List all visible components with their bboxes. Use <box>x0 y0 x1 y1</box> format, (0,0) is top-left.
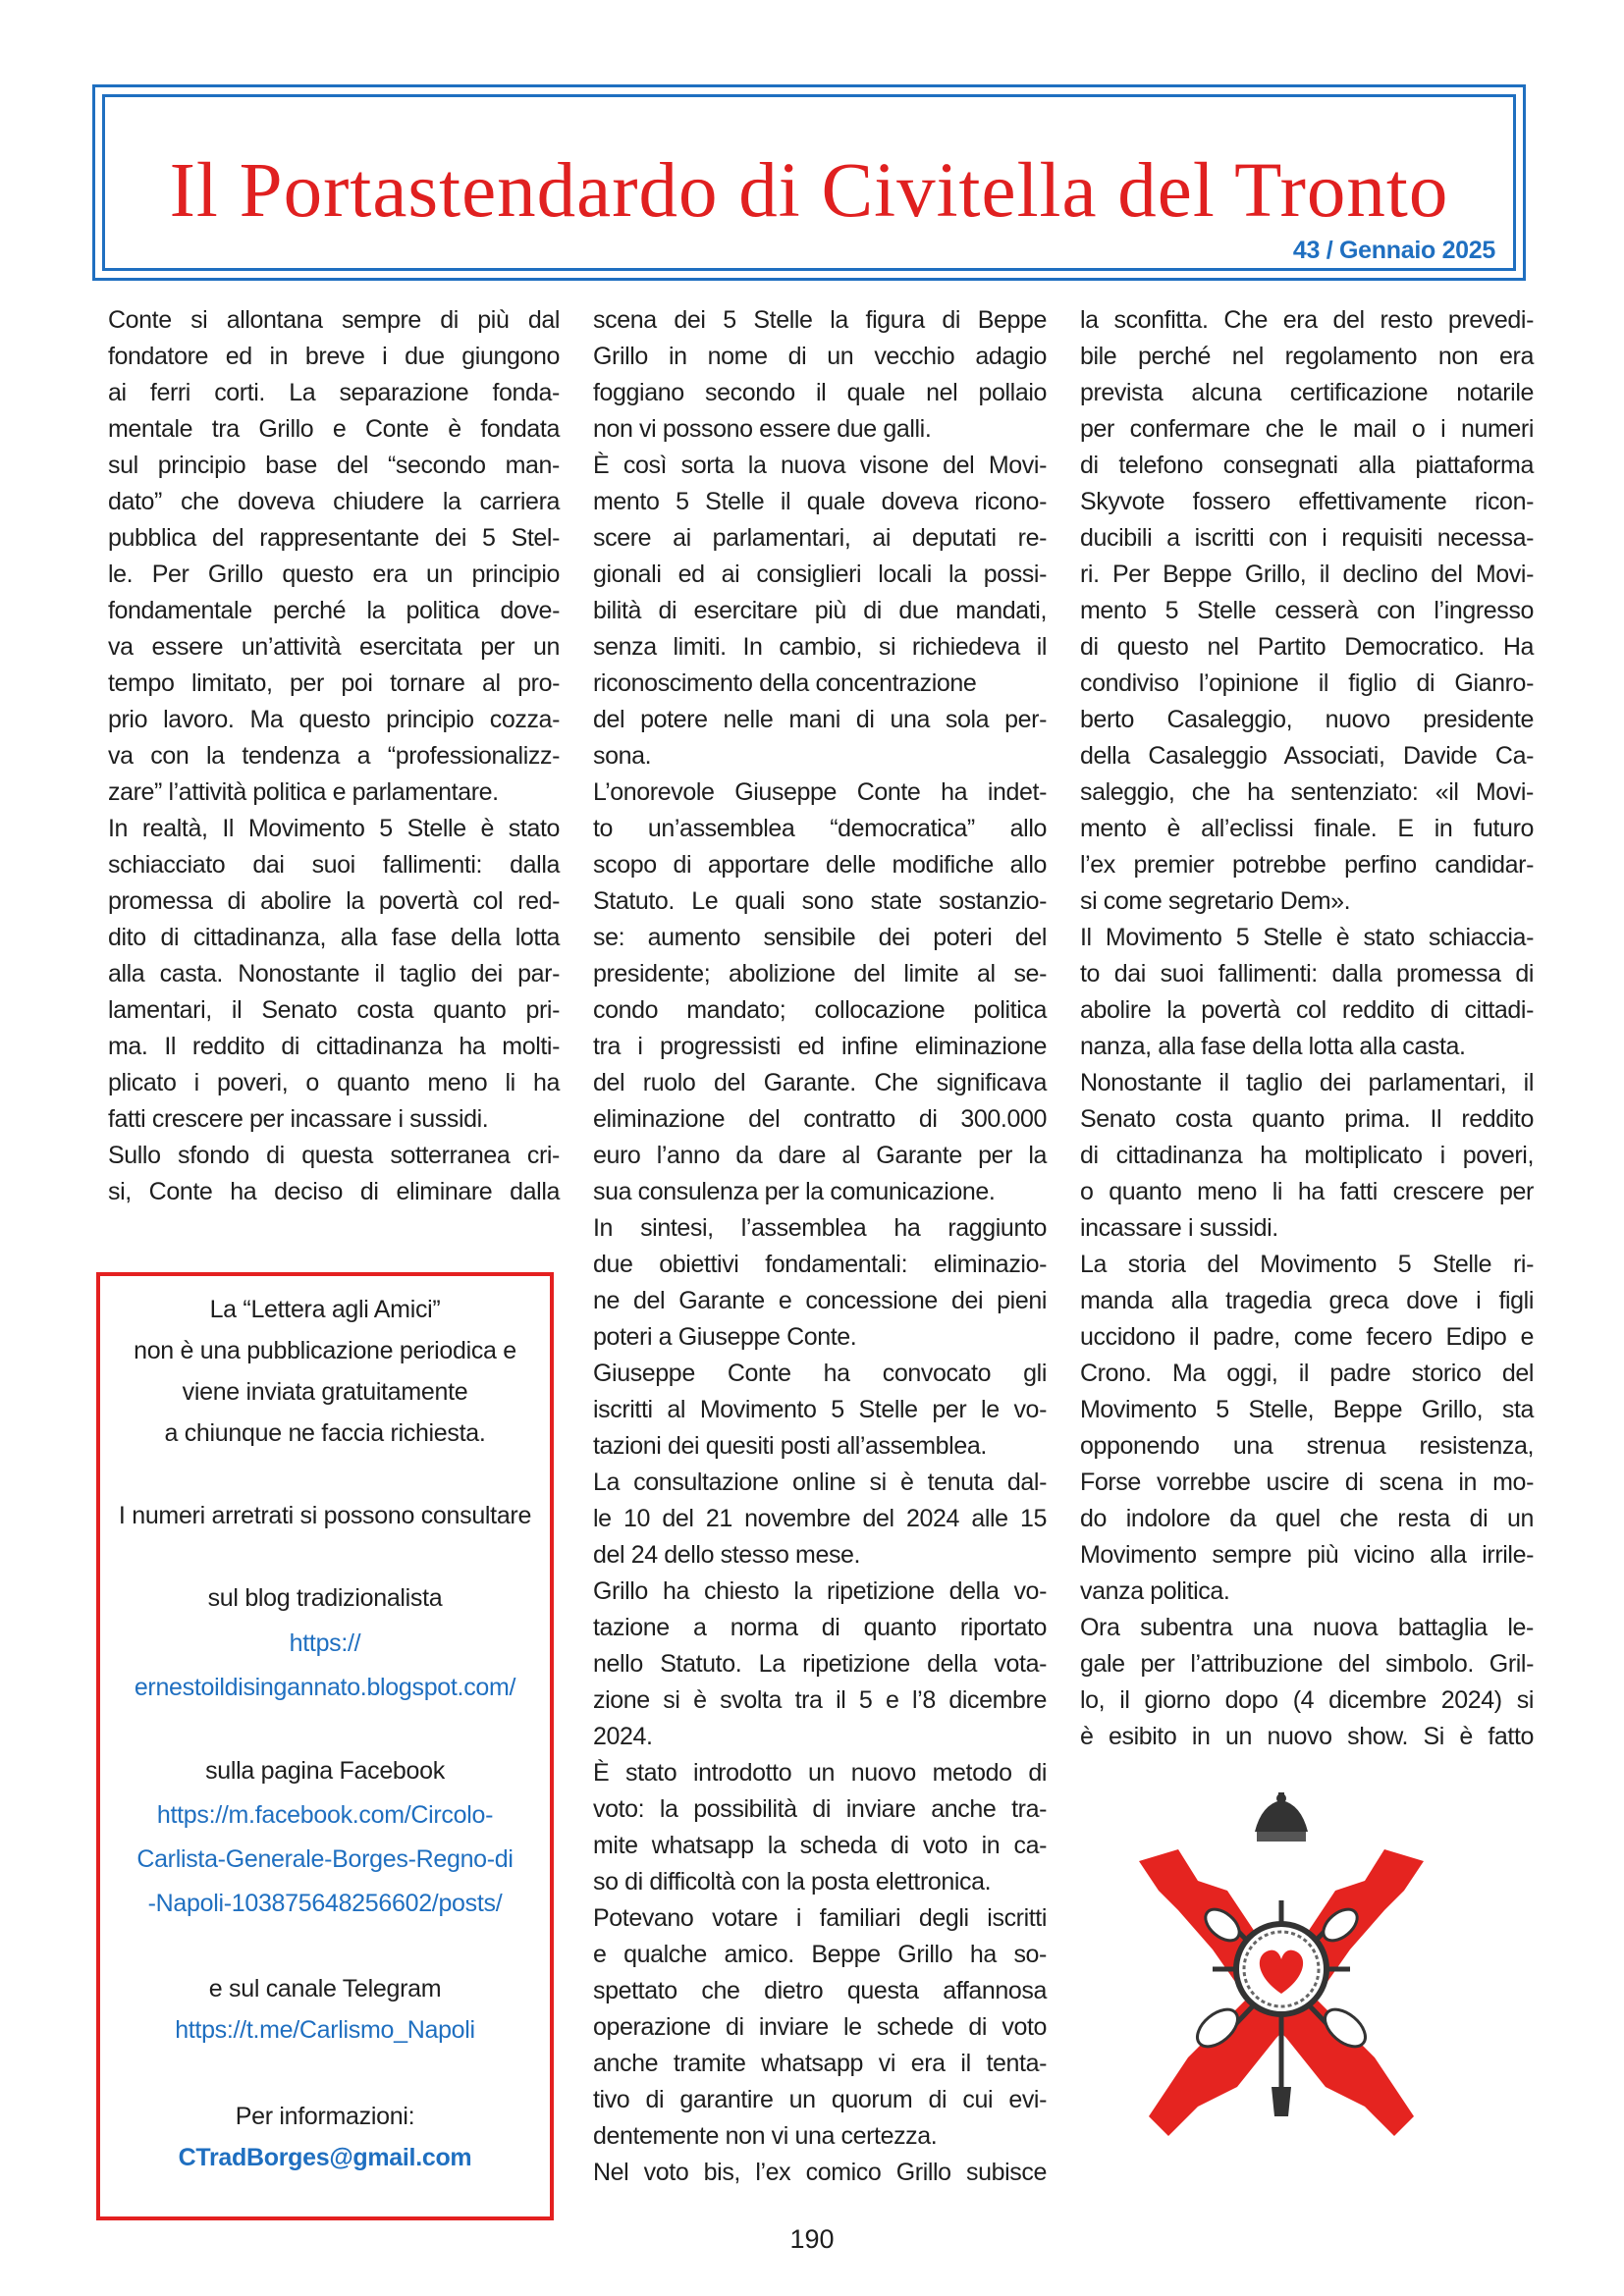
info-line: sul blog tradizionalista <box>207 1584 443 1612</box>
article-line: bile perché nel regolamento non era <box>1080 343 1534 370</box>
issue-number: 43 / Gennaio 2025 <box>1292 237 1495 264</box>
article-line: sua consulenza per la comunicazione. <box>593 1178 996 1205</box>
article-line: e qualche amico. Beppe Grillo ha so- <box>593 1941 1047 1968</box>
article-line: fondatore ed in breve i due giungono <box>108 343 560 370</box>
article-line: due obiettivi fondamentali: eliminazio- <box>593 1251 1047 1278</box>
article-line: riconoscimento della concentrazione <box>593 669 977 697</box>
article-column-1 <box>108 302 560 1210</box>
article-line: La consultazione online si è tenuta dal- <box>593 1468 1047 1496</box>
masthead-title: Il Portastendardo di Civitella del Tronto <box>169 148 1449 234</box>
article-line: dato” che doveva chiudere la carriera <box>108 488 560 515</box>
article-line: Movimento 5 Stelle, Beppe Grillo, sta <box>1080 1396 1534 1423</box>
article-line: plicato i poveri, o quanto meno li ha <box>108 1069 560 1096</box>
article-line: tazione a norma di quanto riportato <box>593 1614 1047 1641</box>
masthead-inner-frame <box>102 94 1516 271</box>
article-line: voto: la possibilità di inviare anche tra- <box>593 1795 1047 1823</box>
article-line: Crono. Ma oggi, il padre storico del <box>1080 1360 1534 1387</box>
article-line: nello Statuto. La ripetizione della vota- <box>593 1650 1047 1678</box>
article-line: so di difficoltà con la posta elettronica. <box>593 1868 992 1896</box>
article-line: to un’assemblea “democratica” allo <box>593 815 1047 842</box>
article-line: È così sorta la nuova visone del Movi- <box>593 452 1047 479</box>
article-line: prio lavoro. Ma questo principio cozza- <box>108 706 560 733</box>
article-line: L’onorevole Giuseppe Conte ha indet- <box>593 778 1047 806</box>
article-line: Nel voto bis, l’ex comico Grillo subisce <box>593 2159 1047 2186</box>
article-line: spettato che dietro questa affannosa <box>593 1977 1047 2004</box>
facebook-link[interactable]: Carlista-Generale-Borges-Regno-di <box>136 1845 514 1873</box>
article-line: la sconfitta. Che era del resto prevedi- <box>1080 306 1534 334</box>
article-line: anche tramite whatsapp vi era il tenta- <box>593 2050 1047 2077</box>
article-line: sul principio base del “secondo man- <box>108 452 560 479</box>
article-line: Skyvote fossero effettivamente ricon- <box>1080 488 1534 515</box>
article-line: zare” l’attività politica e parlamentare. <box>108 778 499 806</box>
article-line: tra i progressisti ed infine eliminazione <box>593 1033 1047 1060</box>
article-line: va essere un’attività esercitata per un <box>108 633 560 661</box>
article-line: dito di cittadinanza, alla fase della lotta <box>108 924 560 951</box>
article-line: per confermare che le mail o i numeri <box>1080 415 1534 443</box>
article-line: va con la tendenza a “professionalizz- <box>108 742 560 770</box>
article-line: saleggio, che ha sentenziato: «il Movi- <box>1080 778 1534 806</box>
article-line: schiacciato dai suoi fallimenti: dalla <box>108 851 560 879</box>
article-line: alla casta. Nonostante il taglio dei par- <box>108 960 560 988</box>
article-line: euro l’anno da dare al Garante per la <box>593 1142 1047 1169</box>
article-line: La storia del Movimento 5 Stelle ri- <box>1080 1251 1534 1278</box>
article-line: scere ai parlamentari, ai deputati re- <box>593 524 1047 552</box>
article-line: fatti crescere per incassare i sussidi. <box>108 1105 489 1133</box>
article-line: le 10 del 21 novembre del 2024 alle 15 <box>593 1505 1047 1532</box>
article-line: fondamentale perché la politica dove- <box>108 597 560 624</box>
info-line: La “Lettera agli Amici” <box>209 1296 441 1323</box>
article-column-3 <box>1080 302 1534 1755</box>
article-line: Giuseppe Conte ha convocato gli <box>593 1360 1047 1387</box>
article-line: Ora subentra una nuova battaglia le- <box>1080 1614 1534 1641</box>
info-box <box>96 1272 554 2220</box>
article-line: zione si è svolta tra il 5 e l’8 dicembre <box>593 1686 1047 1714</box>
article-line: mento è all’eclissi finale. E in futuro <box>1080 815 1534 842</box>
article-line: di telefono consegnati alla piattaforma <box>1080 452 1534 479</box>
article-line: bilità di esercitare più di due mandati, <box>593 597 1047 624</box>
info-line: viene inviata gratuitamente <box>182 1378 468 1406</box>
article-line: pubblica del rappresentante dei 5 Stel- <box>108 524 560 552</box>
article-line: se: aumento sensibile dei poteri del <box>593 924 1047 951</box>
article-line: mento 5 Stelle cesserà con l’ingresso <box>1080 597 1534 624</box>
article-line: scena dei 5 Stelle la figura di Beppe <box>593 306 1047 334</box>
article-line: Il Movimento 5 Stelle è stato schiaccia- <box>1080 924 1534 951</box>
article-line: Senato costa quanto prima. Il reddito <box>1080 1105 1534 1133</box>
article-line: condiviso l’opinione il figlio di Gianro- <box>1080 669 1534 697</box>
article-line: Statuto. Le quali sono state sostanzio- <box>593 887 1047 915</box>
article-line: do indolore da quel che resta di un <box>1080 1505 1534 1532</box>
facebook-link[interactable]: -Napoli-103875648256602/posts/ <box>147 1890 503 1917</box>
article-line: Potevano votare i familiari degli iscritti <box>593 1904 1047 1932</box>
info-line: sulla pagina Facebook <box>205 1757 445 1785</box>
article-line: eliminazione del contratto di 300.000 <box>593 1105 1047 1133</box>
article-line: uccidono il padre, come fecero Edipo e <box>1080 1323 1534 1351</box>
article-line: non vi possono essere due galli. <box>593 415 932 443</box>
article-line: tazioni dei quesiti posti all’assemblea. <box>593 1432 987 1460</box>
article-line: del ruolo del Garante. Che significava <box>593 1069 1047 1096</box>
facebook-link[interactable]: https://m.facebook.com/Circolo- <box>156 1801 494 1829</box>
article-line: del 24 dello stesso mese. <box>593 1541 861 1569</box>
info-line: a chiunque ne faccia richiesta. <box>164 1419 486 1447</box>
article-line: ai ferri corti. La separazione fonda- <box>108 379 560 406</box>
article-line: lamentari, il Senato costa quanto pri- <box>108 996 560 1024</box>
article-line: È stato introdotto un nuovo metodo di <box>593 1759 1047 1787</box>
blog-link[interactable]: https:// <box>289 1629 361 1657</box>
article-line: della Casaleggio Associati, Davide Ca- <box>1080 742 1534 770</box>
article-line: In realtà, Il Movimento 5 Stelle è stato <box>108 815 560 842</box>
article-line: tempo limitato, per poi tornare al pro- <box>108 669 560 697</box>
article-line: ne del Garante e concessione dei pieni <box>593 1287 1047 1314</box>
blog-link[interactable]: ernestoildisingannato.blogspot.com/ <box>134 1674 516 1701</box>
masthead-frame <box>92 84 1526 281</box>
article-line: del potere nelle mani di una sola per- <box>593 706 1047 733</box>
article-line: berto Casaleggio, nuovo presidente <box>1080 706 1534 733</box>
article-line: è esibito in un nuovo show. Si è fatto <box>1080 1723 1534 1750</box>
info-line: e sul canale Telegram <box>208 1975 442 2002</box>
article-line: manda alla tragedia greca dove i figli <box>1080 1287 1534 1314</box>
article-line: 2024. <box>593 1723 653 1750</box>
article-line: mento 5 Stelle il quale doveva ricono- <box>593 488 1047 515</box>
carlist-emblem-icon <box>1119 1792 1443 2146</box>
article-line: ri. Per Beppe Grillo, il declino del Movi- <box>1080 561 1534 588</box>
info-line: non è una pubblicazione periodica e <box>134 1337 516 1364</box>
article-line: abolire la povertà col reddito di cittadi- <box>1080 996 1534 1024</box>
article-line: mite whatsapp la scheda di voto in ca- <box>593 1832 1047 1859</box>
article-line: mentale tra Grillo e Conte è fondata <box>108 415 560 443</box>
email-link[interactable]: CTradBorges@gmail.com <box>178 2144 472 2171</box>
article-column-2 <box>593 302 1047 2191</box>
article-line: opponendo una strenua resistenza, <box>1080 1432 1534 1460</box>
article-line: Conte si allontana sempre di più dal <box>108 306 560 334</box>
article-line: le. Per Grillo questo era un principio <box>108 561 560 588</box>
article-line: gale per l’attribuzione del simbolo. Gril- <box>1080 1650 1534 1678</box>
telegram-link[interactable]: https://t.me/Carlismo_Napoli <box>175 2016 475 2044</box>
article-line: sona. <box>593 742 652 770</box>
article-line: condo mandato; collocazione politica <box>593 996 1047 1024</box>
article-line: gionali ed ai consiglieri locali la possi- <box>593 561 1047 588</box>
article-line: Nonostante il taglio dei parlamentari, il <box>1080 1069 1534 1096</box>
article-line: ducibili a iscritti con i requisiti necessa- <box>1080 524 1534 552</box>
article-line: to dai suoi fallimenti: dalla promessa di <box>1080 960 1534 988</box>
article-line: di cittadinanza ha moltiplicato i poveri, <box>1080 1142 1534 1169</box>
article-line: Forse vorrebbe uscire di scena in mo- <box>1080 1468 1534 1496</box>
article-line: presidente; abolizione del limite al se- <box>593 960 1047 988</box>
page-number: 190 <box>789 2224 835 2254</box>
article-line: l’ex premier potrebbe perfino candidar- <box>1080 851 1534 879</box>
article-line: vanza politica. <box>1080 1577 1230 1605</box>
article-line: iscritti al Movimento 5 Stelle per le vo- <box>593 1396 1047 1423</box>
article-line: lo, il giorno dopo (4 dicembre 2024) si <box>1080 1686 1534 1714</box>
article-line: tivo di garantire un quorum di cui evi- <box>593 2086 1047 2113</box>
crown-icon <box>1255 1792 1308 1842</box>
article-line: incassare i sussidi. <box>1080 1214 1278 1242</box>
article-line: Movimento sempre più vicino alla irrile- <box>1080 1541 1534 1569</box>
article-line: o quanto meno li ha fatti crescere per <box>1080 1178 1534 1205</box>
article-line: scopo di apportare delle modifiche allo <box>593 851 1047 879</box>
article-line: si, Conte ha deciso di eliminare dalla <box>108 1178 560 1205</box>
article-line: nanza, alla fase della lotta alla casta. <box>1080 1033 1466 1060</box>
article-line: promessa di abolire la povertà col red- <box>108 887 560 915</box>
info-line: I numeri arretrati si possono consultare <box>118 1502 532 1529</box>
article-line: di questo nel Partito Democratico. Ha <box>1080 633 1534 661</box>
article-line: Grillo ha chiesto la ripetizione della vo- <box>593 1577 1047 1605</box>
article-line: ma. Il reddito di cittadinanza ha molti- <box>108 1033 560 1060</box>
info-line: Per informazioni: <box>235 2103 415 2130</box>
article-line: dentemente non vi una certezza. <box>593 2122 938 2150</box>
article-line: senza limiti. In cambio, si richiedeva il <box>593 633 1047 661</box>
article-line: In sintesi, l’assemblea ha raggiunto <box>593 1214 1047 1242</box>
article-line: Sullo sfondo di questa sotterranea cri- <box>108 1142 560 1169</box>
article-line: si come segretario Dem». <box>1080 887 1351 915</box>
article-line: poteri a Giuseppe Conte. <box>593 1323 857 1351</box>
article-line: foggiano secondo il quale nel pollaio <box>593 379 1047 406</box>
article-line: prevista alcuna certificazione notarile <box>1080 379 1534 406</box>
article-line: Grillo in nome di un vecchio adagio <box>593 343 1047 370</box>
article-line: operazione di inviare le schede di voto <box>593 2013 1047 2041</box>
